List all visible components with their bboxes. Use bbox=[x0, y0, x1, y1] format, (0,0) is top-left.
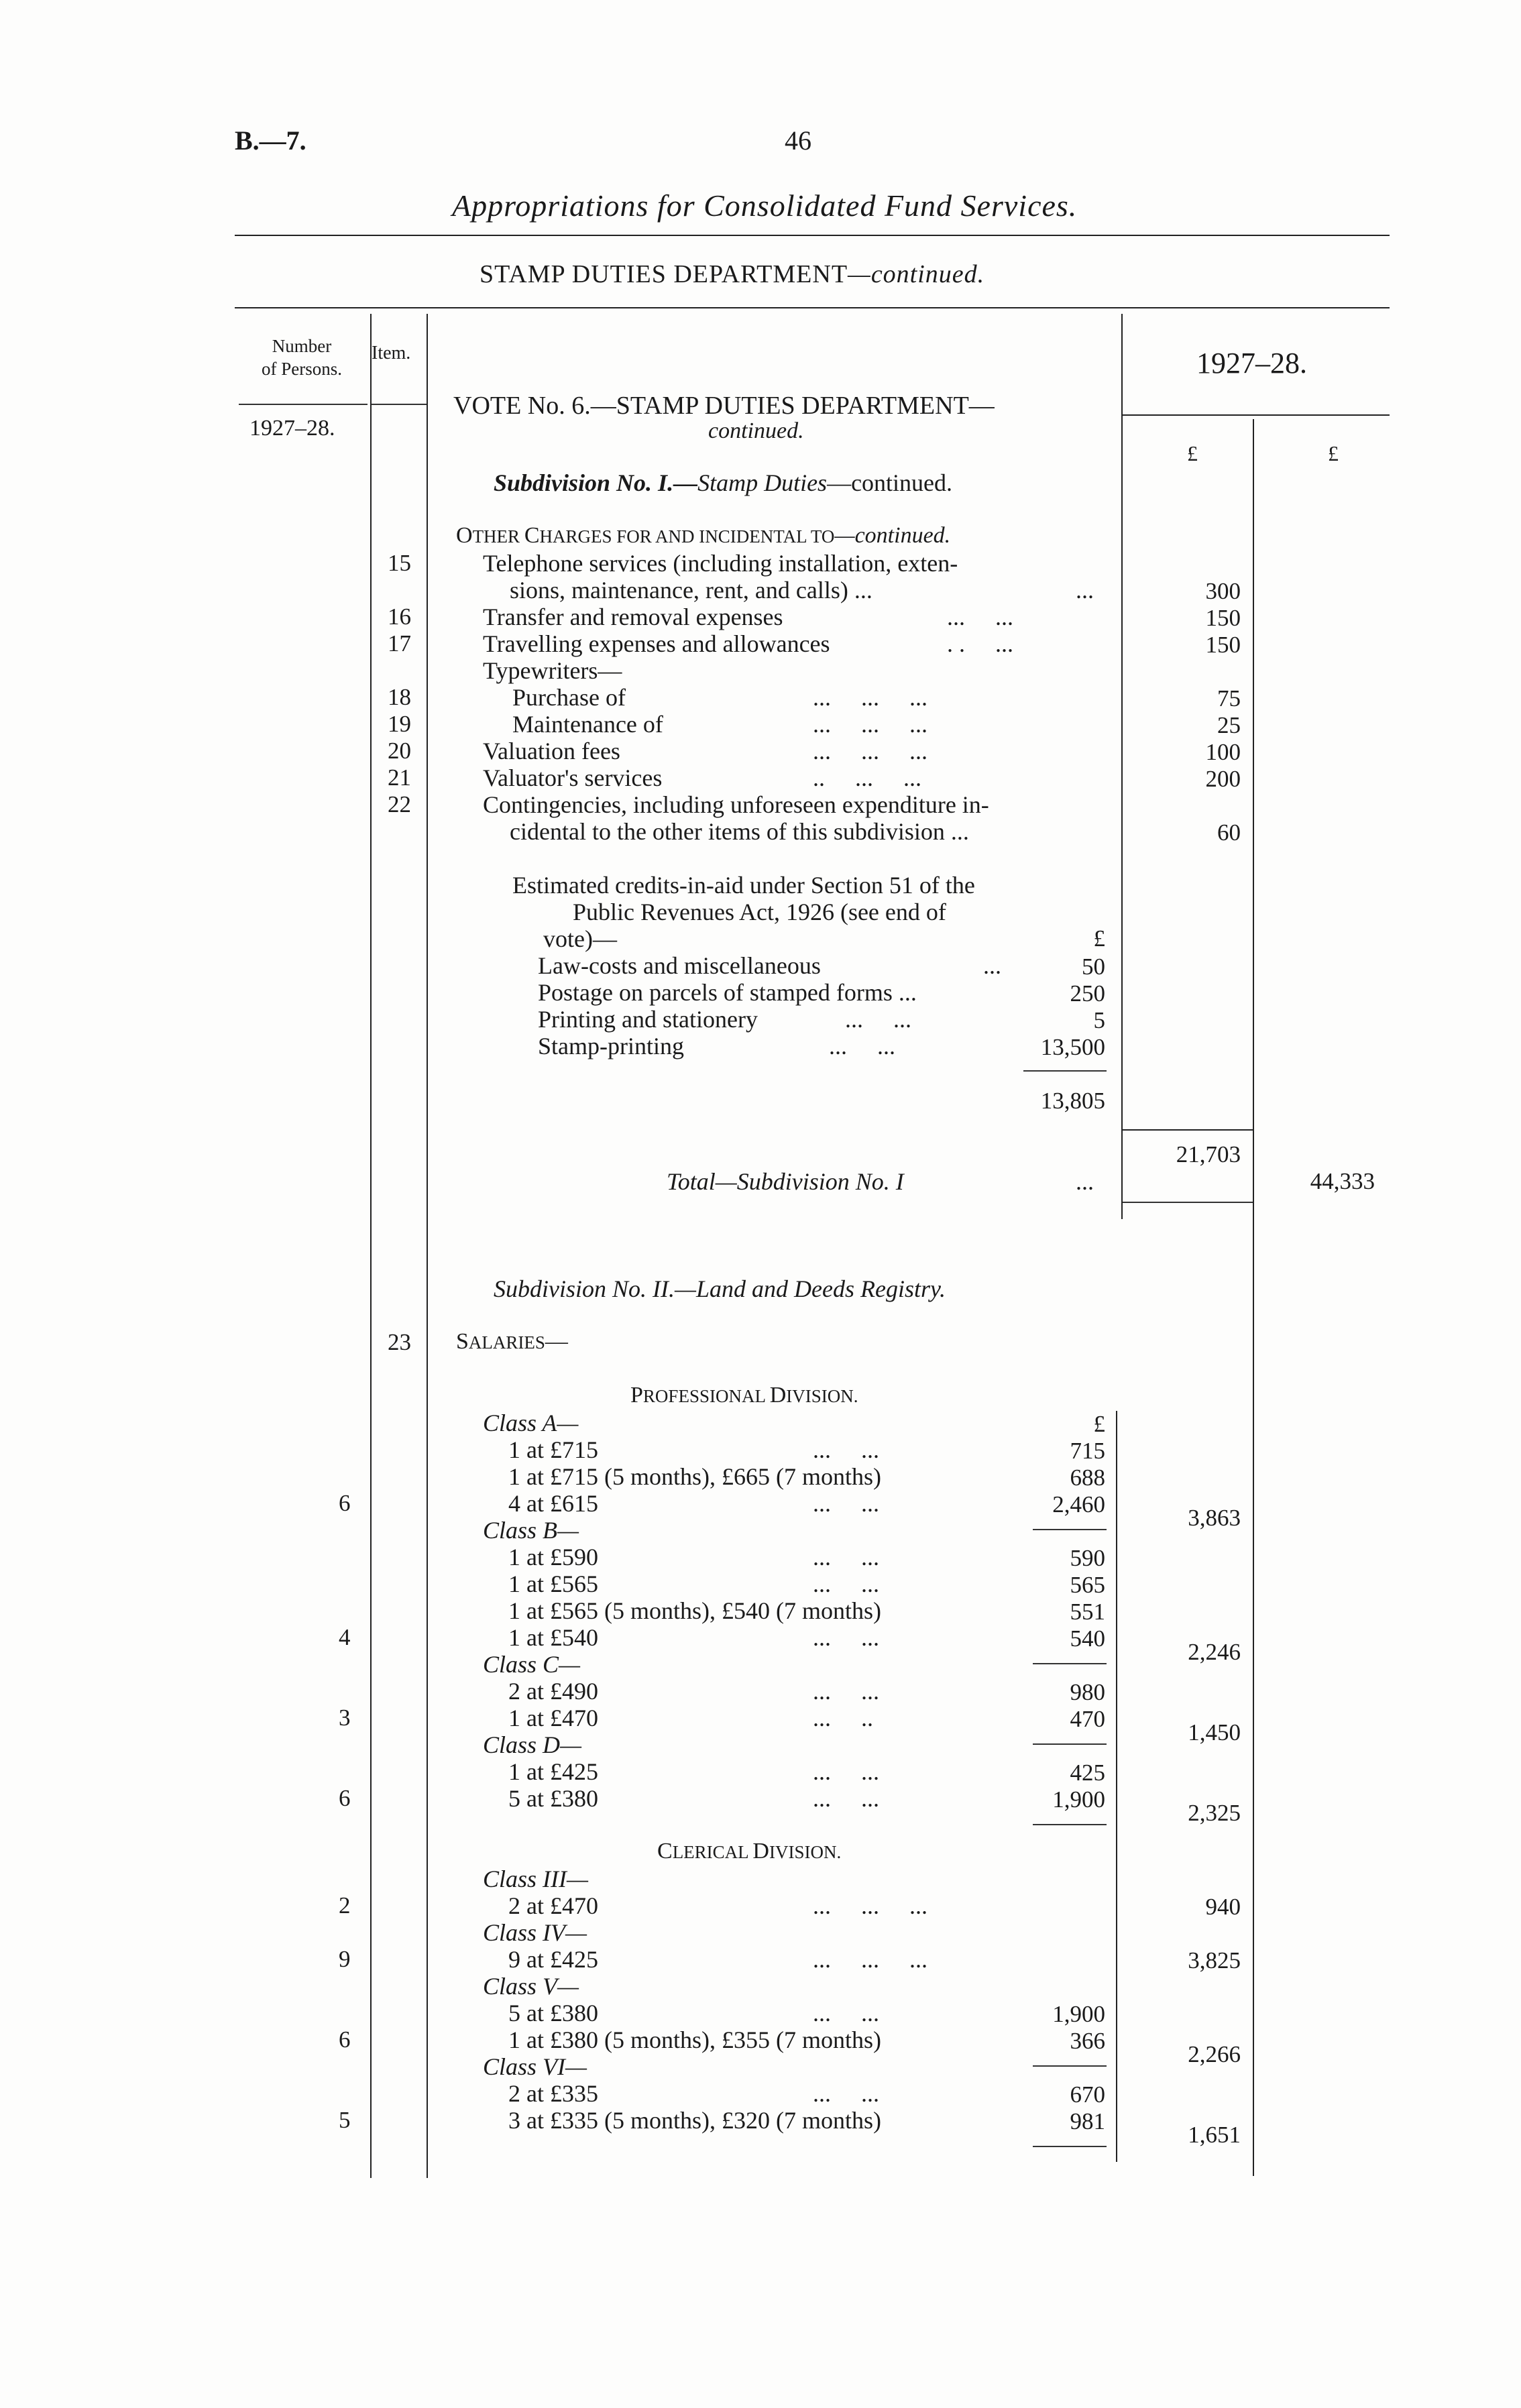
leader-dots: .. ... ... bbox=[813, 764, 921, 791]
class-sum-rule bbox=[1033, 2065, 1107, 2067]
salary-description: 5 at £380 bbox=[508, 1785, 598, 1812]
leader-dots: ... ... bbox=[813, 1624, 879, 1651]
subdivision-one-total-label: Total—Subdivision No. I bbox=[667, 1168, 904, 1195]
item-header-underline bbox=[372, 404, 427, 405]
item-number: 20 bbox=[388, 738, 411, 764]
persons-year-label: 1927–28. bbox=[249, 416, 335, 441]
salary-description: 1 at £425 bbox=[508, 1758, 598, 1785]
persons-header-line2: of Persons. bbox=[262, 358, 342, 379]
salary-description: 1 at £380 (5 months), £355 (7 months) bbox=[508, 2026, 881, 2053]
salary-sub-amount: 565 bbox=[1070, 1572, 1105, 1598]
persons-count: 2 bbox=[339, 1892, 351, 1918]
salary-class-total: 1,450 bbox=[1188, 1719, 1241, 1745]
leader-dots: ... ... bbox=[813, 1758, 879, 1785]
class-sum-rule bbox=[1033, 1824, 1107, 1825]
class-sum-rule bbox=[1033, 1529, 1107, 1530]
salary-class: Class V— bbox=[483, 1973, 579, 2000]
salary-description: 1 at £470 bbox=[508, 1705, 598, 1731]
charge-description: Transfer and removal expenses bbox=[483, 604, 783, 630]
charge-description: Maintenance of bbox=[512, 711, 663, 738]
charge-description: sions, maintenance, rent, and calls) ... bbox=[510, 577, 872, 604]
salary-sub-amount: 670 bbox=[1070, 2081, 1105, 2108]
subtotal-top-rule bbox=[1123, 1129, 1253, 1131]
leader-dots: ... ... ... bbox=[813, 1946, 927, 1973]
subdivision-one-heading bbox=[494, 471, 952, 495]
leader-dots: ... ... bbox=[813, 1570, 879, 1597]
section-name: STAMP DUTIES DEPARTMENT bbox=[480, 260, 848, 288]
salaries-heading: SALARIES— bbox=[456, 1329, 568, 1354]
salary-sub-amount: 425 bbox=[1070, 1760, 1105, 1786]
persons-count: 6 bbox=[339, 1785, 351, 1811]
salary-sub-amount: 715 bbox=[1070, 1438, 1105, 1464]
salary-class: Class VI— bbox=[483, 2053, 587, 2080]
salary-sub-amount: 1,900 bbox=[1052, 1786, 1105, 1813]
credits-in-aid-line3: vote)— bbox=[543, 925, 617, 952]
salary-class-total: 2,266 bbox=[1188, 2041, 1241, 2067]
salary-description: 5 at £380 bbox=[508, 2000, 598, 2026]
charge-description: Contingencies, including unforeseen expenditure in- bbox=[483, 791, 989, 818]
subtotal-bottom-rule bbox=[1123, 1202, 1253, 1203]
salary-class: Class A— bbox=[483, 1410, 579, 1436]
leader-dots: ... ... ... bbox=[813, 1892, 927, 1919]
salary-class-total: 3,825 bbox=[1188, 1947, 1241, 1973]
other-charges-heading: OTHER CHARGES FOR AND INCIDENTAL TO—continued. bbox=[456, 523, 951, 548]
charge-description: Telephone services (including installation, exten- bbox=[483, 550, 958, 577]
charge-amount: 300 bbox=[1205, 578, 1241, 604]
subdivision-two-heading: Subdivision No. II.—Land and Deeds Registry. bbox=[494, 1275, 946, 1302]
sub-amount-rule bbox=[1116, 1411, 1117, 2162]
year-header-underline bbox=[1123, 414, 1390, 416]
salary-class: Class IV— bbox=[483, 1919, 587, 1946]
item-number: 18 bbox=[388, 684, 411, 710]
header-rule bbox=[235, 235, 1390, 236]
salary-class-total: 940 bbox=[1205, 1894, 1241, 1920]
charge-amount: 25 bbox=[1217, 712, 1241, 738]
item-number: 19 bbox=[388, 711, 411, 737]
salary-sub-amount: 980 bbox=[1070, 1679, 1105, 1705]
item-number: 21 bbox=[388, 764, 411, 791]
leader-dots: ... ... bbox=[947, 604, 1013, 630]
leader-dots: ... ... bbox=[813, 1785, 879, 1812]
amount-column-rule bbox=[1121, 314, 1123, 1219]
credit-amount: 5 bbox=[1093, 1007, 1105, 1033]
charge-amount: 75 bbox=[1217, 685, 1241, 711]
credit-description: Postage on parcels of stamped forms ... bbox=[538, 979, 917, 1006]
leader-dots: ... ... bbox=[813, 1436, 879, 1463]
page-title: Appropriations for Consolidated Fund Services. bbox=[452, 188, 1078, 223]
item-number: 17 bbox=[388, 630, 411, 656]
leader-dots: ... bbox=[1076, 1168, 1094, 1195]
salary-sub-amount: 470 bbox=[1070, 1706, 1105, 1732]
item-column-header: Item. bbox=[372, 343, 411, 363]
class-sum-rule bbox=[1033, 2146, 1107, 2147]
persons-count: 5 bbox=[339, 2107, 351, 2133]
charge-amount: 200 bbox=[1205, 766, 1241, 792]
subdivision-one-number: Subdivision No. I.— bbox=[494, 469, 698, 496]
subdivision-one-name: Stamp Duties bbox=[697, 469, 828, 496]
leader-dots: ... ... bbox=[813, 2080, 879, 2107]
leader-dots: ... ... ... bbox=[813, 738, 927, 764]
salary-description: 9 at £425 bbox=[508, 1946, 598, 1973]
charge-amount: 100 bbox=[1205, 739, 1241, 765]
salary-class: Class B— bbox=[483, 1517, 579, 1544]
credits-sum-rule bbox=[1023, 1070, 1107, 1072]
persons-header-line1: Number bbox=[272, 336, 332, 356]
salary-description: 2 at £470 bbox=[508, 1892, 598, 1919]
credits-in-aid-line2: Public Revenues Act, 1926 (see end of bbox=[573, 899, 946, 925]
salary-sub-amount: 590 bbox=[1070, 1545, 1105, 1571]
item-number: 23 bbox=[388, 1329, 411, 1355]
charge-description: Valuation fees bbox=[483, 738, 620, 764]
clerical-division-heading: CLERICAL DIVISION. bbox=[657, 1839, 842, 1864]
salary-class: Class D— bbox=[483, 1731, 582, 1758]
table-top-rule bbox=[235, 307, 1390, 308]
credit-amount: 50 bbox=[1082, 954, 1105, 980]
persons-count: 6 bbox=[339, 2026, 351, 2053]
salary-class: Class C— bbox=[483, 1651, 581, 1678]
section-continued: —continued. bbox=[848, 260, 985, 288]
salary-description: 1 at £715 (5 months), £665 (7 months) bbox=[508, 1463, 881, 1490]
charge-amount: 60 bbox=[1217, 819, 1241, 846]
salary-description: 1 at £565 bbox=[508, 1570, 598, 1597]
salary-description: 2 at £335 bbox=[508, 2080, 598, 2107]
persons-count: 9 bbox=[339, 1946, 351, 1972]
salary-sub-amount: 1,900 bbox=[1052, 2001, 1105, 2027]
salary-class-total: 2,325 bbox=[1188, 1800, 1241, 1826]
item-number: 15 bbox=[388, 550, 411, 576]
professional-division-heading: PROFESSIONAL DIVISION. bbox=[630, 1383, 858, 1408]
pound-header-right: £ bbox=[1328, 441, 1339, 465]
year-column-header: 1927–28. bbox=[1196, 347, 1307, 380]
salary-description: 3 at £335 (5 months), £320 (7 months) bbox=[508, 2107, 881, 2134]
item-number: 16 bbox=[388, 604, 411, 630]
credit-description: Law-costs and miscellaneous bbox=[538, 952, 821, 979]
charge-description: Travelling expenses and allowances bbox=[483, 630, 830, 657]
page-number: 46 bbox=[785, 125, 811, 156]
salary-sub-amount: 540 bbox=[1070, 1625, 1105, 1652]
credit-description: Printing and stationery bbox=[538, 1006, 758, 1033]
leader-dots: ... .. bbox=[813, 1705, 873, 1731]
salary-description: 1 at £715 bbox=[508, 1436, 598, 1463]
persons-column-header bbox=[241, 335, 362, 381]
credits-in-aid-line1: Estimated credits-in-aid under Section 51 of the bbox=[512, 872, 975, 899]
total-column-rule bbox=[1253, 419, 1254, 2176]
leader-dots: ... ... bbox=[829, 1033, 895, 1059]
subdivision-one-continued: —continued. bbox=[827, 469, 953, 496]
item-column-rule bbox=[427, 314, 428, 2178]
salary-sub-amount: 551 bbox=[1070, 1599, 1105, 1625]
salary-class-total: 2,246 bbox=[1188, 1639, 1241, 1665]
salary-sub-amount: 688 bbox=[1070, 1465, 1105, 1491]
credit-amount: 250 bbox=[1070, 980, 1105, 1007]
leader-dots: ... bbox=[983, 952, 1001, 979]
salary-sub-amount: £ bbox=[1093, 1411, 1105, 1437]
charge-description: Valuator's services bbox=[483, 764, 663, 791]
persons-column-rule bbox=[370, 314, 372, 2178]
leader-dots: ... ... bbox=[813, 2000, 879, 2026]
class-sum-rule bbox=[1033, 1663, 1107, 1664]
salary-description: 4 at £615 bbox=[508, 1490, 598, 1517]
credit-description: Stamp-printing bbox=[538, 1033, 684, 1059]
section-heading bbox=[480, 262, 984, 287]
salary-class-total: 3,863 bbox=[1188, 1505, 1241, 1531]
document-reference: B.—7. bbox=[235, 125, 306, 156]
salary-description: 1 at £540 bbox=[508, 1624, 598, 1651]
charge-description: Purchase of bbox=[512, 684, 626, 711]
persons-count: 6 bbox=[339, 1490, 351, 1516]
charge-description: Typewriters— bbox=[483, 657, 622, 684]
salary-sub-amount: 2,460 bbox=[1052, 1491, 1105, 1517]
class-sum-rule bbox=[1033, 1743, 1107, 1745]
pound-header-left: £ bbox=[1187, 441, 1198, 465]
salary-sub-amount: 981 bbox=[1070, 2108, 1105, 2134]
leader-dots: . . ... bbox=[947, 630, 1013, 657]
salary-class: Class III— bbox=[483, 1866, 589, 1892]
vote-heading: VOTE No. 6.—STAMP DUTIES DEPARTMENT— bbox=[453, 392, 995, 420]
charge-amount: 150 bbox=[1205, 632, 1241, 658]
leader-dots: ... bbox=[1076, 577, 1094, 604]
leader-dots: ... ... bbox=[813, 1678, 879, 1705]
salary-sub-amount: 366 bbox=[1070, 2028, 1105, 2054]
credits-pound-sign: £ bbox=[1093, 925, 1105, 952]
credit-amount: 13,500 bbox=[1040, 1034, 1105, 1060]
salary-class-total: 1,651 bbox=[1188, 2122, 1241, 2148]
persons-header-underline bbox=[239, 404, 368, 405]
leader-dots: ... ... bbox=[845, 1006, 911, 1033]
subdivision-one-total: 21,703 bbox=[1176, 1141, 1241, 1167]
persons-count: 3 bbox=[339, 1705, 351, 1731]
vote-grand-total: 44,333 bbox=[1310, 1168, 1375, 1194]
leader-dots: ... ... bbox=[813, 1544, 879, 1570]
leader-dots: ... ... ... bbox=[813, 684, 927, 711]
charge-amount: 150 bbox=[1205, 605, 1241, 631]
leader-dots: ... ... ... bbox=[813, 711, 927, 738]
salary-description: 2 at £490 bbox=[508, 1678, 598, 1705]
vote-heading-continued: continued. bbox=[708, 418, 804, 443]
salary-description: 1 at £565 (5 months), £540 (7 months) bbox=[508, 1597, 881, 1624]
leader-dots: ... ... bbox=[813, 1490, 879, 1517]
persons-count: 4 bbox=[339, 1624, 351, 1650]
credits-total: 13,805 bbox=[1040, 1088, 1105, 1114]
charge-description: cidental to the other items of this subdivision ... bbox=[510, 818, 969, 845]
salary-description: 1 at £590 bbox=[508, 1544, 598, 1570]
item-number: 22 bbox=[388, 791, 411, 817]
